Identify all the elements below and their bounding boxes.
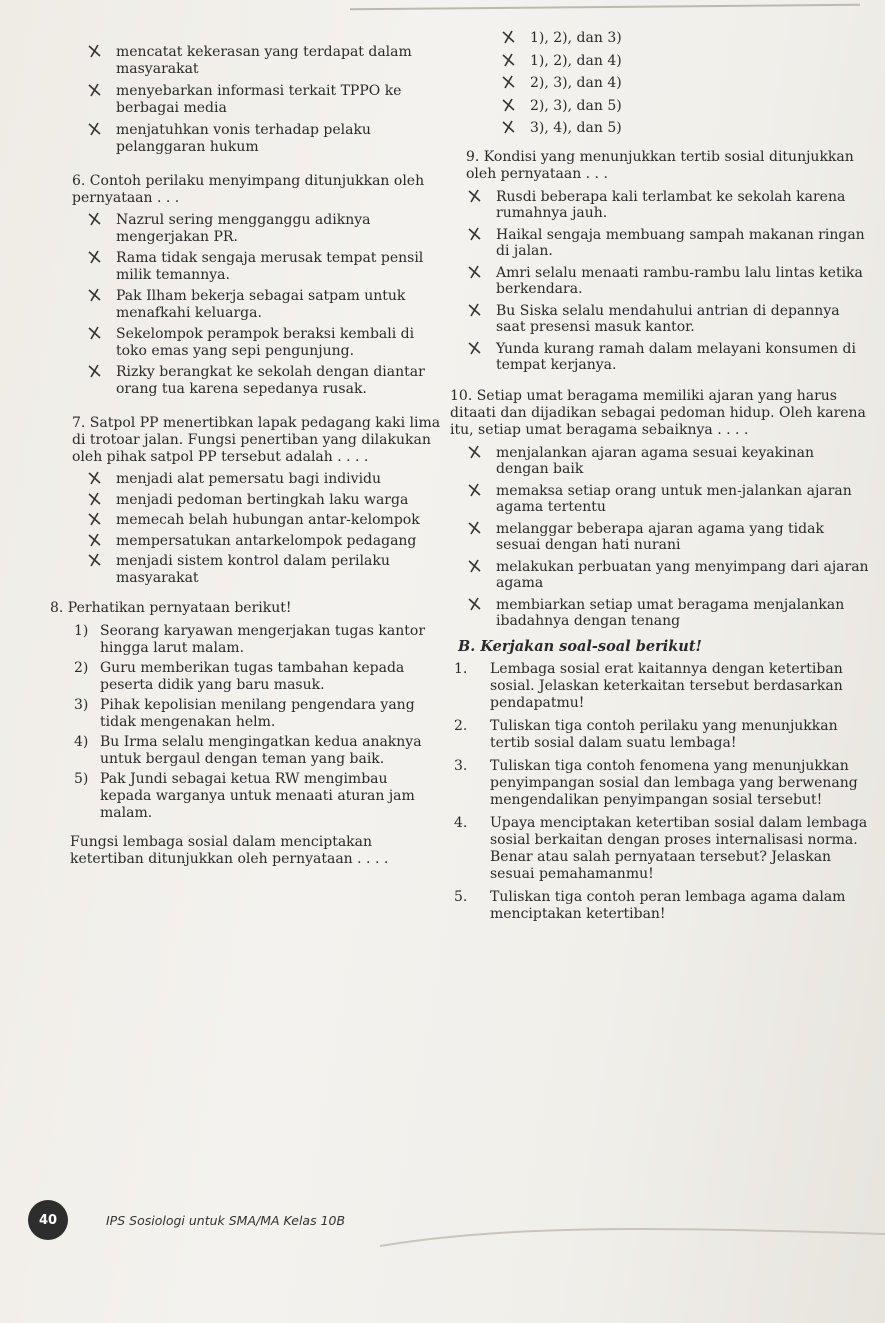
option-c[interactable] xyxy=(72,44,442,77)
question-7-options xyxy=(72,471,442,586)
top-rule xyxy=(350,4,860,10)
option-a[interactable] xyxy=(452,445,870,478)
handwritten-mark-icon xyxy=(500,74,518,90)
option-text: Nazrul sering mengganggu adiknya mengerjakan PR. xyxy=(116,212,371,245)
essay-text: Upaya menciptakan ketertiban sosial dalam lembaga sosial berkaitan dengan proses internalisasi norma. Benar atau salah pernyataan tersebut? Jelaskan sesuai pemahamanmu! xyxy=(490,814,868,882)
handwritten-mark-icon xyxy=(466,558,484,574)
essay-number: 1. xyxy=(454,660,468,677)
essay-question-5 xyxy=(452,889,870,923)
handwritten-mark-icon xyxy=(466,596,484,612)
handwritten-mark-icon xyxy=(500,52,518,68)
option-text: menyebarkan informasi terkait TPPO ke berbagai media xyxy=(116,83,402,116)
handwritten-mark-icon xyxy=(466,188,484,204)
option-e[interactable] xyxy=(486,120,870,137)
left-column xyxy=(50,28,442,868)
option-c[interactable] xyxy=(72,512,442,529)
option-c[interactable] xyxy=(72,288,442,321)
option-text: Bu Siska selalu mendahului antrian di depannya saat presensi masuk kantor. xyxy=(496,302,840,335)
option-c[interactable] xyxy=(452,521,870,554)
question-8-stem: 8. Perhatikan pernyataan berikut! xyxy=(50,600,292,616)
page-footer xyxy=(28,1200,345,1240)
handwritten-mark-icon xyxy=(86,43,104,59)
statement-2 xyxy=(72,660,442,694)
option-text: Haikal sengaja membuang sampah makanan ringan di jalan. xyxy=(496,226,865,259)
option-text: 2), 3), dan 5) xyxy=(530,97,622,114)
option-text: 1), 2), dan 3) xyxy=(530,30,622,46)
option-text: mempersatukan antarkelompok pedagang xyxy=(116,532,417,549)
statement-text: Pak Jundi sebagai ketua RW mengimbau kepada warganya untuk menaati aturan jam malam. xyxy=(100,771,415,821)
option-text: melanggar beberapa ajaran agama yang tidak sesuai dengan hati nurani xyxy=(496,520,824,553)
handwritten-mark-icon xyxy=(466,302,484,318)
essay-number: 2. xyxy=(454,717,468,734)
right-column xyxy=(452,28,870,929)
option-text: Amri selalu menaati rambu-rambu lalu lintas ketika berkendara. xyxy=(496,264,863,297)
option-text: 3), 4), dan 5) xyxy=(530,120,622,136)
handwritten-mark-icon xyxy=(86,470,104,486)
option-a[interactable] xyxy=(72,212,442,245)
handwritten-mark-icon xyxy=(466,340,484,356)
book-title: IPS Sosiologi untuk SMA/MA Kelas 10B xyxy=(106,1212,346,1228)
option-b[interactable] xyxy=(452,483,870,516)
question-8-statements xyxy=(72,623,442,822)
handwritten-mark-icon xyxy=(466,226,484,242)
handwritten-mark-icon xyxy=(86,511,104,527)
option-a[interactable] xyxy=(72,471,442,488)
option-d[interactable] xyxy=(452,303,870,336)
q5-options-tail xyxy=(72,44,442,155)
question-7-stem: 7. Satpol PP menertibkan lapak pedagang kaki lima di trotoar jalan. Fungsi penertiban yang dilakukan oleh pihak satpol PP tersebut adalah . . . . xyxy=(72,415,441,465)
decorative-curve xyxy=(380,1228,885,1268)
statement-number: 5) xyxy=(74,771,89,787)
option-e[interactable] xyxy=(72,122,442,155)
section-b-heading: B. Kerjakan soal-soal berikut! xyxy=(458,637,702,655)
statement-5 xyxy=(72,771,442,822)
handwritten-mark-icon xyxy=(86,325,104,341)
option-c[interactable] xyxy=(486,75,870,92)
option-text: Pak Ilham bekerja sebagai satpam untuk menafkahi keluarga. xyxy=(116,288,406,321)
handwritten-mark-icon xyxy=(500,29,518,45)
statement-4 xyxy=(72,734,442,768)
question-8-closing: Fungsi lembaga sosial dalam menciptakan ketertiban ditunjukkan oleh pernyataan . . . . xyxy=(70,834,389,867)
handwritten-mark-icon xyxy=(86,491,104,507)
question-10-options xyxy=(452,445,870,630)
statement-text: Bu Irma selalu mengingatkan kedua anaknya untuk bergaul dengan teman yang baik. xyxy=(100,734,422,767)
option-text: mencatat kekerasan yang terdapat dalam masyarakat xyxy=(116,44,412,77)
option-b[interactable] xyxy=(72,250,442,283)
option-text: melakukan perbuatan yang menyimpang dari ajaran agama xyxy=(496,558,869,591)
option-text: membiarkan setiap umat beragama menjalankan ibadahnya dengan tenang xyxy=(496,596,845,629)
option-text: 1), 2), dan 4) xyxy=(530,52,622,69)
option-text: Yunda kurang ramah dalam melayani konsumen di tempat kerjanya. xyxy=(496,340,856,373)
option-b[interactable] xyxy=(486,53,870,70)
statement-3 xyxy=(72,697,442,731)
essay-number: 4. xyxy=(454,814,468,831)
essay-text: Tuliskan tiga contoh peran lembaga agama dalam menciptakan ketertiban! xyxy=(490,888,846,922)
statement-1 xyxy=(72,623,442,657)
handwritten-mark-icon xyxy=(500,119,518,135)
handwritten-mark-icon xyxy=(466,264,484,280)
option-e[interactable] xyxy=(72,553,442,586)
option-text: Rusdi beberapa kali terlambat ke sekolah karena rumahnya jauh. xyxy=(496,188,846,221)
option-text: Rama tidak sengaja merusak tempat pensil milik temannya. xyxy=(116,250,424,283)
handwritten-mark-icon xyxy=(86,287,104,303)
option-a[interactable] xyxy=(486,30,870,47)
handwritten-mark-icon xyxy=(86,82,104,98)
handwritten-mark-icon xyxy=(86,532,104,548)
handwritten-mark-icon xyxy=(466,482,484,498)
option-e[interactable] xyxy=(452,341,870,374)
question-8-options xyxy=(486,30,870,137)
option-d[interactable] xyxy=(72,326,442,359)
handwritten-mark-icon xyxy=(86,121,104,137)
option-d[interactable] xyxy=(486,98,870,115)
option-d[interactable] xyxy=(72,533,442,550)
option-text: 2), 3), dan 4) xyxy=(530,75,622,91)
question-10-stem: 10. Setiap umat beragama memiliki ajaran yang harus ditaati dan dijadikan sebagai pedoman hidup. Oleh karena itu, setiap umat beragama sebaiknya . . . . xyxy=(450,387,866,438)
option-text: menjalankan ajaran agama sesuai keyakinan dengan baik xyxy=(496,444,814,477)
handwritten-mark-icon xyxy=(86,552,104,568)
option-c[interactable] xyxy=(452,265,870,298)
option-text: menjadi pedoman bertingkah laku warga xyxy=(116,491,409,508)
essay-number: 3. xyxy=(454,757,468,774)
statement-number: 4) xyxy=(74,734,89,750)
option-d[interactable] xyxy=(72,83,442,116)
question-6-stem: 6. Contoh perilaku menyimpang ditunjukkan oleh pernyataan . . . xyxy=(72,173,425,206)
statement-text: Pihak kepolisian menilang pengendara yang tidak mengenakan helm. xyxy=(100,697,415,730)
essay-question-2 xyxy=(452,718,870,752)
option-text: menjadi alat pemersatu bagi individu xyxy=(116,471,382,487)
statement-text: Seorang karyawan mengerjakan tugas kantor hingga larut malam. xyxy=(100,623,426,656)
essay-question-3 xyxy=(452,758,870,809)
essay-text: Tuliskan tiga contoh perilaku yang menunjukkan tertib sosial dalam suatu lembaga! xyxy=(490,717,838,751)
essay-text: Tuliskan tiga contoh fenomena yang menunjukkan penyimpangan sosial dan lembaga yang berwenang mengendalikan penyimpangan sosial tersebut! xyxy=(490,757,858,808)
question-9-options xyxy=(452,189,870,374)
handwritten-mark-icon xyxy=(466,520,484,536)
page-number: 40 xyxy=(28,1200,68,1240)
question-9-stem: 9. Kondisi yang menunjukkan tertib sosial ditunjukkan oleh pernyataan . . . xyxy=(466,148,854,182)
statement-text: Guru memberikan tugas tambahan kepada peserta didik yang baru masuk. xyxy=(100,660,405,693)
option-e[interactable] xyxy=(72,364,442,397)
handwritten-mark-icon xyxy=(86,363,104,379)
statement-number: 1) xyxy=(74,623,89,639)
option-b[interactable] xyxy=(72,492,442,509)
option-text: memecah belah hubungan antar-kelompok xyxy=(116,512,420,528)
handwritten-mark-icon xyxy=(86,249,104,265)
option-text: Sekelompok perampok beraksi kembali di toko emas yang sepi pengunjung. xyxy=(116,326,415,359)
option-d[interactable] xyxy=(452,559,870,592)
essay-text: Lembaga sosial erat kaitannya dengan ketertiban sosial. Jelaskan keterkaitan tersebut berdasarkan pendapatmu! xyxy=(490,660,843,711)
question-6-options xyxy=(72,212,442,397)
statement-number: 3) xyxy=(74,697,89,713)
option-a[interactable] xyxy=(452,189,870,222)
statement-number: 2) xyxy=(74,660,89,676)
handwritten-mark-icon xyxy=(466,444,484,460)
option-b[interactable] xyxy=(452,227,870,260)
handwritten-mark-icon xyxy=(86,211,104,227)
essay-question-4 xyxy=(452,815,870,883)
handwritten-mark-icon xyxy=(500,97,518,113)
option-text: menjadi sistem kontrol dalam perilaku masyarakat xyxy=(116,553,390,586)
essay-question-1 xyxy=(452,661,870,712)
essay-number: 5. xyxy=(454,888,468,905)
option-text: memaksa setiap orang untuk men-jalankan ajaran agama tertentu xyxy=(496,482,852,515)
option-text: Rizky berangkat ke sekolah dengan diantar orang tua karena sepedanya rusak. xyxy=(116,364,425,397)
option-text: menjatuhkan vonis terhadap pelaku pelanggaran hukum xyxy=(116,122,371,155)
option-e[interactable] xyxy=(452,597,870,630)
